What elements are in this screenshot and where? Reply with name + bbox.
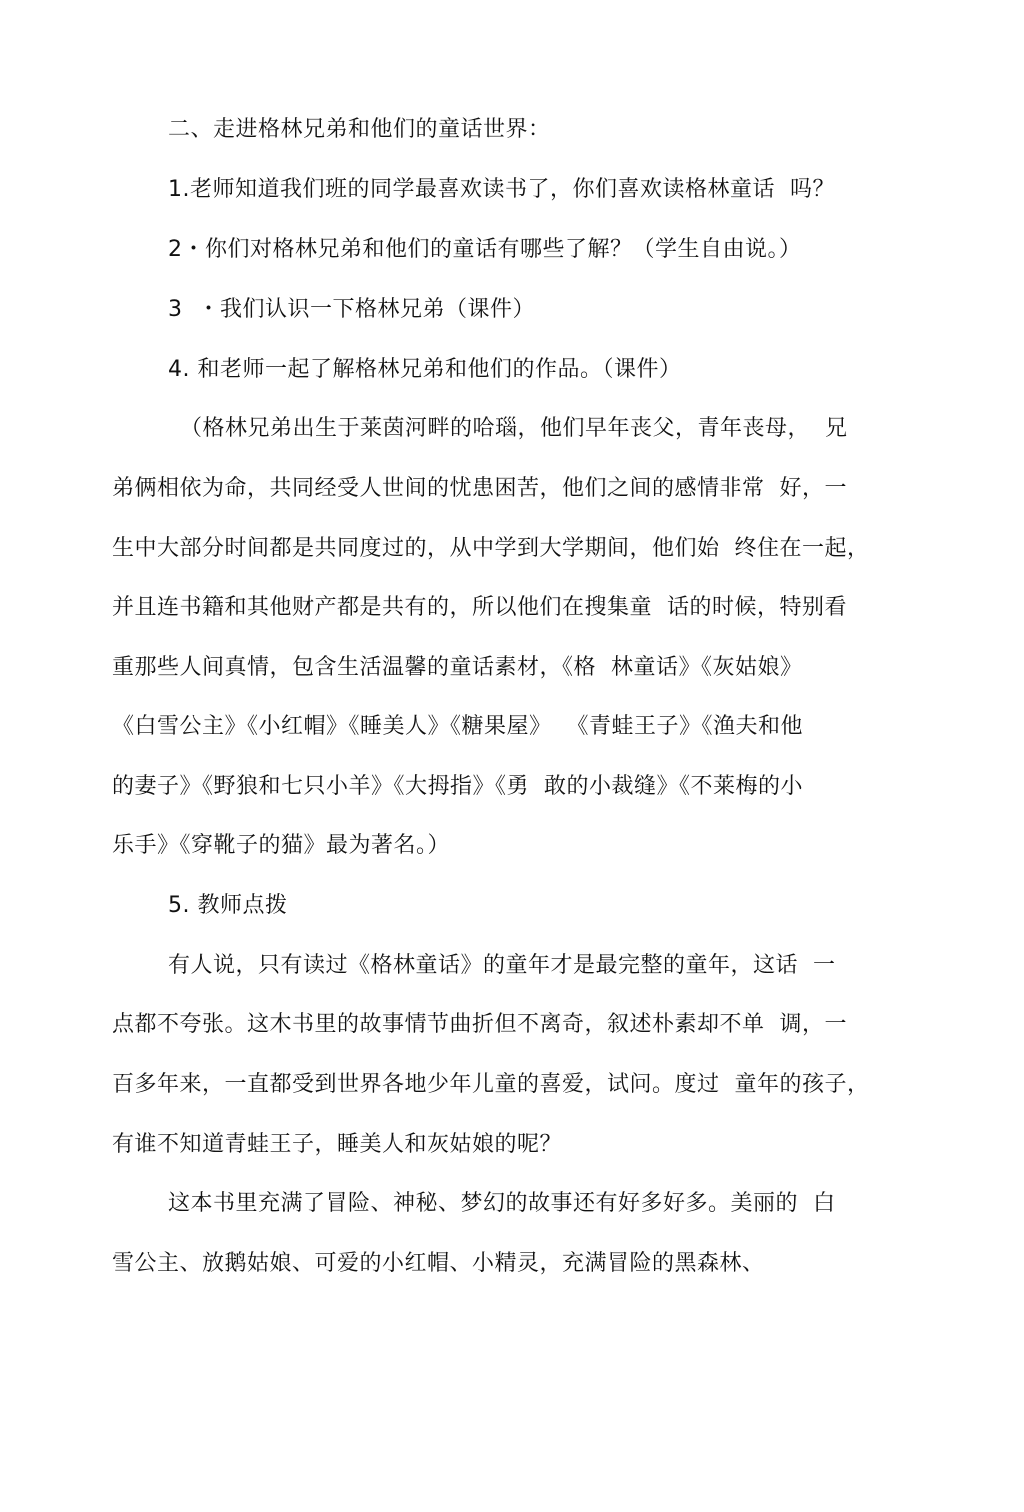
- paragraph-line: （格林兄弟出生于莱茵河畔的哈瑙，他们早年丧父，青年丧母， 兄: [180, 416, 848, 441]
- paragraph-line: 重那些人间真情，包含生活温馨的童话素材，《格 林童话》《灰姑娘》: [112, 655, 803, 680]
- list-item-5: 5. 教师点拨: [168, 893, 288, 918]
- paragraph-line: 雪公主、放鹅姑娘、可爱的小红帽、小精灵，充满冒险的黑森林、: [112, 1251, 765, 1276]
- paragraph-line: 弟俩相依为命，共同经受人世间的忧患困苦，他们之间的感情非常 好，一: [112, 476, 847, 501]
- list-item-1: 1.老师知道我们班的同学最喜欢读书了，你们喜欢读格林童话 吗？: [168, 177, 835, 202]
- paragraph-line: 点都不夸张。这木书里的故事情节曲折但不离奇，叙述朴素却不单 调，一: [112, 1012, 847, 1037]
- section-heading: 二、走进格林兄弟和他们的童话世界：: [168, 117, 551, 142]
- paragraph-line: 这本书里充满了冒险、神秘、梦幻的故事还有好多好多。美丽的 白: [168, 1191, 836, 1216]
- paragraph-line: 百多年来，一直都受到世界各地少年儿童的喜爱，试问。度过 童年的孩子，: [112, 1072, 870, 1097]
- paragraph-line: 并且连书籍和其他财产都是共有的，所以他们在搜集童 话的时候，特别看: [112, 595, 847, 620]
- paragraph-line: 乐手》《穿靴子的猫》最为著名。）: [112, 833, 451, 858]
- list-item-3: 3 ・我们认识一下格林兄弟（课件）: [168, 297, 535, 322]
- paragraph-line: 的妻子》《野狼和七只小羊》《大拇指》《勇 敢的小裁缝》《不莱梅的小: [112, 774, 803, 799]
- paragraph-line: 有谁不知道青蛙王子，睡美人和灰姑娘的呢？: [112, 1132, 563, 1157]
- paragraph-line: 《白雪公主》《小红帽》《睡美人》《糖果屋》 《青蛙王子》《渔夫和他: [112, 714, 803, 739]
- list-item-4: 4. 和老师一起了解格林兄弟和他们的作品。（课件）: [168, 357, 682, 382]
- paragraph-line: 生中大部分时间都是共同度过的，从中学到大学期间，他们始 终住在一起，: [112, 536, 870, 561]
- paragraph-line: 有人说，只有读过《格林童话》的童年才是最完整的童年，这话 一: [168, 953, 836, 978]
- list-item-2: 2・你们对格林兄弟和他们的童话有哪些了解？（学生自由说。）: [168, 237, 802, 262]
